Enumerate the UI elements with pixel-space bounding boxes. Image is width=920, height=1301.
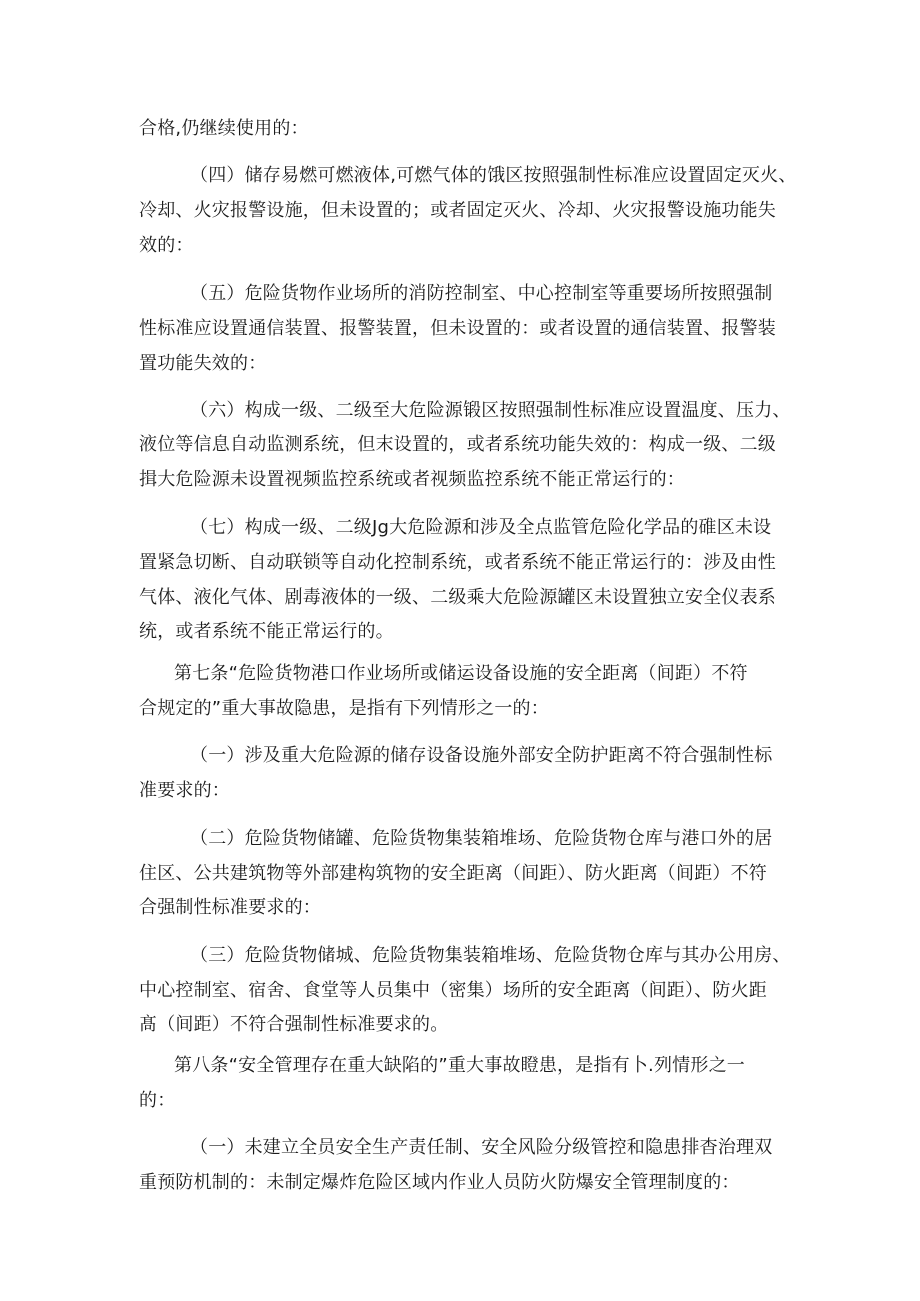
text-line: 住区、公共建筑物等外部建构筑物的安全距离（间距）、防火距离（间距）不符 (139, 863, 767, 884)
text-line: （二）危险货物储罐、危险货物集装箱堆场、危险货物仓库与港口外的居 (190, 828, 773, 849)
text-line: 准要求的： (139, 780, 230, 801)
text-line: 合规定的”重大事故隐患，是指有下列情形之一的： (139, 698, 549, 719)
text-line: 气体、液化气体、剧毒液体的一级、二级乘大危险源罐区未设置独立安全仪表系 (139, 587, 776, 608)
text-line: （六）构成一级、二级至大危险源锻区按照强制性标准应设置温度、压力、 (190, 400, 791, 421)
text-line: 的： (139, 1090, 176, 1111)
text-line: （一）涉及重大危险源的储存设备设施外部安全防护距离不符合强制性标 (190, 745, 773, 766)
text-line: 液位等信息自动监测系统，但末设置的，或者系统功能失效的：构成一级、二级 (139, 434, 776, 455)
text-line: 效的： (139, 235, 194, 256)
text-line: 中心控制室、宿舍、食堂等人员集中（密集）场所的安全距离（间距）、防火距 (139, 980, 767, 1001)
text-line: 统，或者系统不能正常运行的。 (139, 621, 394, 642)
text-line: 揖大危险源未设置视频监控系统或者视频监控系统不能正常运行的： (139, 469, 685, 490)
text-line: 合格,仍继续使用的： (139, 118, 309, 139)
text-line: 髙（间距）不符合强制性标准要求的。 (139, 1014, 449, 1035)
text-line: （四）储存易燃可燃液体,可燃气体的饿区按照强制性标准应设置固定灭火、 (190, 165, 797, 186)
text-line: 性标准应设置通信装置、报警装置，但未设置的：或者设置的通信装置、报警装 (139, 318, 776, 339)
text-line: （三）危险货物储城、危险货物集装箱堆场、危险货物仓库与其办公用房、 (190, 945, 791, 966)
text-line: （七）构成一级、二级Jg大危险源和涉及全点监管危险化学品的碓区未设 (190, 517, 772, 538)
text-line: 置功能失效的： (139, 353, 267, 374)
text-line: （五）危险货物作业场所的消防控制室、中心控制室等重要场所按照强制 (190, 283, 773, 304)
text-line: 冷却、火灾报警设施，但未设置的；或者固定灭火、冷却、火灾报警设施功能失 (139, 200, 776, 221)
text-line: 第七条“危险货物港口作业场所或储运设备设施的安全距离（间距）不符 (174, 663, 748, 684)
text-line: （一）未建立全员安全生产责任制、安全风险分级管控和隐患排杳治理双 (190, 1137, 773, 1158)
text-line: 置紧急切断、自动联锁等自动化控制系统，或者系统不能正常运行的：涉及由性 (139, 552, 776, 573)
text-line: 合强制性标准要求的： (139, 897, 321, 918)
text-line: 第八条“安全管理存在重大缺陷的”重大事故瞪患，是指有卜.列情形之一 (174, 1055, 745, 1076)
text-line: 重预防机制的：未制定爆炸危险区域内作业人员防火防爆安全管理制度的： (139, 1172, 740, 1193)
